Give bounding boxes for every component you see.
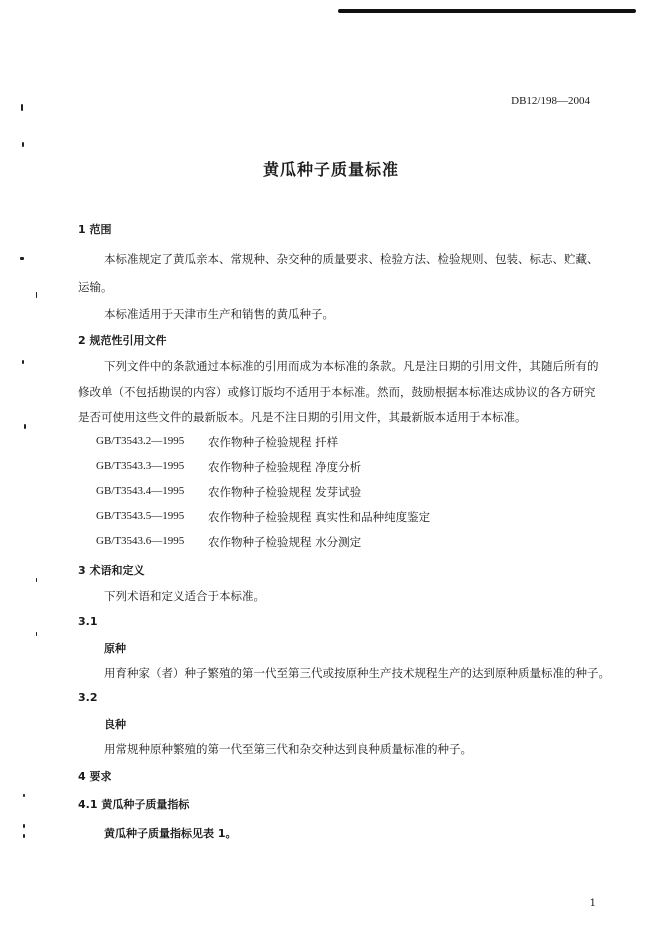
page-number: 1 (589, 898, 596, 909)
scan-mark (36, 578, 37, 582)
section-3-1-definition: 用育种家（者）种子繁殖的第一代至第三代或按原种生产技术规程生产的达到原种质量标准的种子。 (104, 666, 610, 680)
reference-title: 农作物种子检验规程 水分测定 (208, 535, 362, 549)
section-3-1-term: 原种 (104, 642, 126, 655)
scan-mark (22, 360, 24, 364)
section-3-1-number: 3.1 (78, 615, 98, 628)
section-3-heading: 3 术语和定义 (78, 564, 145, 577)
page-title: 黄瓜种子质量标准 (262, 160, 399, 179)
scan-mark (20, 257, 24, 260)
reference-code: GB/T3543.5—1995 (96, 510, 185, 522)
standard-code: DB12/198—2004 (511, 95, 590, 107)
scan-mark (23, 824, 25, 828)
header-rule (338, 9, 636, 13)
section-1-paragraph-2: 本标准适用于天津市生产和销售的黄瓜种子。 (104, 307, 334, 321)
section-1-heading: 1 范围 (78, 223, 112, 236)
scan-mark (36, 632, 37, 636)
reference-code: GB/T3543.6—1995 (96, 535, 185, 547)
scan-mark (36, 292, 37, 298)
scan-mark (22, 142, 24, 147)
reference-code: GB/T3543.4—1995 (96, 485, 185, 497)
scan-mark (23, 834, 25, 838)
section-4-1-text: 黄瓜种子质量指标见表 1。 (104, 827, 237, 840)
section-4-heading: 4 要求 (78, 770, 112, 783)
section-1-paragraph-1-line-2: 运输。 (78, 280, 113, 294)
scan-mark (24, 424, 26, 429)
section-1-paragraph-1-line-1: 本标准规定了黄瓜亲本、常规种、杂交种的质量要求、检验方法、检验规则、包装、标志、贮藏、 (104, 252, 599, 266)
reference-title: 农作物种子检验规程 真实性和品种纯度鉴定 (208, 510, 431, 524)
reference-title: 农作物种子检验规程 扦样 (208, 435, 339, 449)
section-3-2-term: 良种 (104, 718, 126, 731)
section-3-intro: 下列术语和定义适合于本标准。 (104, 589, 265, 603)
section-2-paragraph-line-1: 下列文件中的条款通过本标准的引用而成为本标准的条款。凡是注日期的引用文件，其随后所有的 (104, 359, 599, 373)
section-4-1-heading: 4.1 黄瓜种子质量指标 (78, 798, 190, 811)
section-2-paragraph-line-2: 修改单（不包括勘误的内容）或修订版均不适用于本标准。然而，鼓励根据本标准达成协议的各方研究 (78, 385, 596, 399)
reference-title: 农作物种子检验规程 发芽试验 (208, 485, 362, 499)
section-2-paragraph-line-3: 是否可使用这些文件的最新版本。凡是不注日期的引用文件，其最新版本适用于本标准。 (78, 410, 527, 424)
section-2-heading: 2 规范性引用文件 (78, 334, 167, 347)
section-3-2-definition: 用常规种原种繁殖的第一代至第三代和杂交种达到良种质量标准的种子。 (104, 742, 472, 756)
reference-code: GB/T3543.2—1995 (96, 435, 185, 447)
section-3-2-number: 3.2 (78, 691, 98, 704)
reference-title: 农作物种子检验规程 净度分析 (208, 460, 362, 474)
reference-code: GB/T3543.3—1995 (96, 460, 185, 472)
scan-mark (23, 794, 25, 797)
scan-mark (21, 104, 23, 111)
